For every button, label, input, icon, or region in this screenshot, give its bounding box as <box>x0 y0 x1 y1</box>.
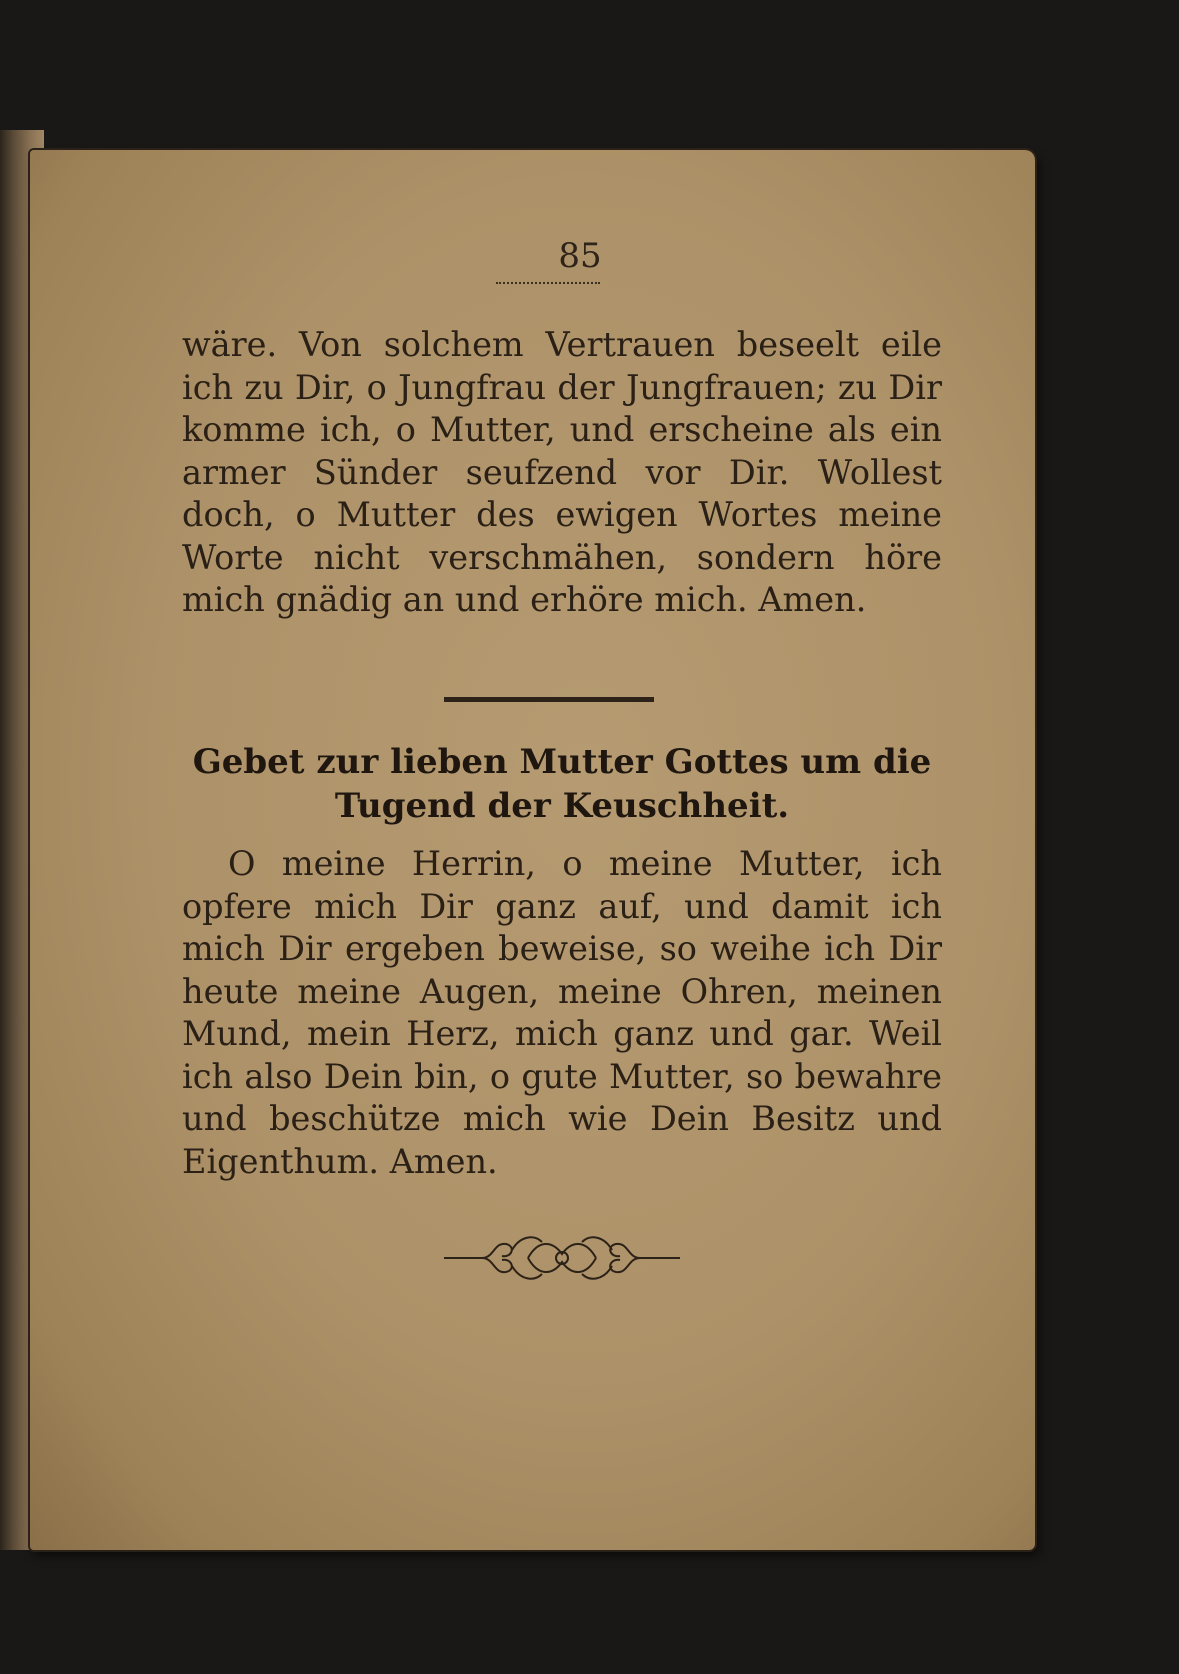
page-number: 85 <box>558 236 602 276</box>
section-separator <box>444 697 654 702</box>
prayer-paragraph-continued: wäre. Von solchem Vertrauen beseelt eile ich zu Dir, o Jungfrau der Jungfrauen; zu Dir komme ich, o Mutter, und erscheine als ein armer Sünder seufzend vor Dir. Wollest doch, o Mutter des ewigen Wortes meine Worte nicht verschmähen, sondern höre mich gnädig an und erhöre mich. Amen. <box>182 325 942 619</box>
book-page <box>30 150 1035 1550</box>
prayer-paragraph: O meine Herrin, o meine Mutter, ich opfere mich Dir ganz auf, und damit ich mich Dir ergeben beweise, so weihe ich Dir heute meine Augen, meine Ohren, meinen Mund, mein Herz, mich ganz und gar. Weil ich also Dein bin, o gute Mutter, so bewahre und beschütze mich wie Dein Besitz und Eigenthum. Amen. <box>182 844 942 1181</box>
ornament-flourish-icon <box>442 1228 682 1288</box>
prayer-heading: Gebet zur lieben Mutter Gottes um die Tugend der Keuschheit. <box>192 742 932 826</box>
page-number-rule <box>496 282 600 284</box>
